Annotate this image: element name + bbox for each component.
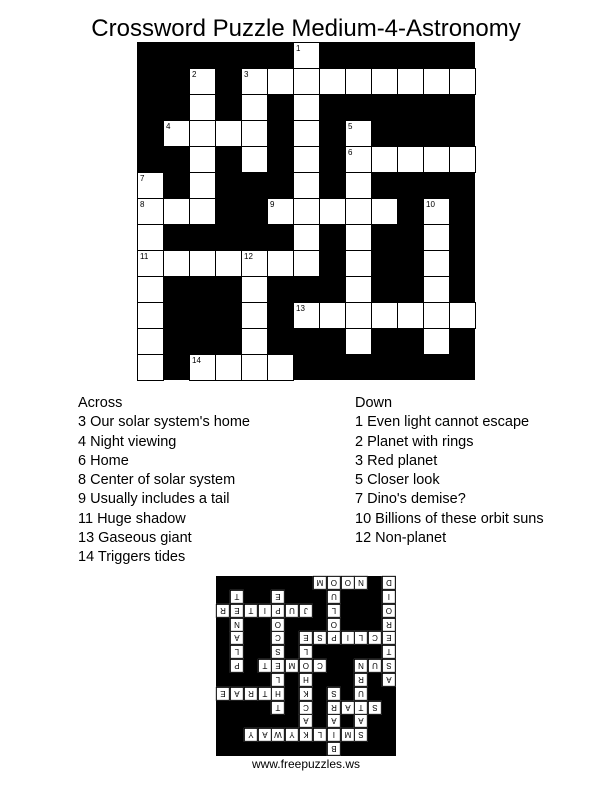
- crossword-cell[interactable]: [241, 276, 268, 303]
- crossword-cell[interactable]: [423, 302, 450, 329]
- answer-cell: Y: [285, 728, 299, 742]
- across-clue: 13 Gaseous giant: [78, 530, 192, 547]
- answer-cell: C: [271, 631, 285, 645]
- answer-cell: T: [244, 604, 258, 618]
- across-clue: 11 Huge shadow: [78, 510, 186, 527]
- clue-number: 3: [244, 70, 249, 79]
- crossword-grid: [137, 42, 475, 380]
- clue-number: 12: [244, 252, 253, 261]
- answer-cell: J: [299, 604, 313, 618]
- answer-cell: L: [271, 673, 285, 687]
- down-clue: 1 Even light cannot escape: [355, 414, 530, 431]
- crossword-cell[interactable]: [345, 146, 372, 173]
- crossword-cell[interactable]: [293, 68, 320, 95]
- clue-number: 5: [348, 122, 353, 131]
- clue-number: 4: [166, 122, 171, 131]
- across-clue: 3 Our solar system's home: [78, 414, 250, 431]
- down-clue: 12 Non-planet: [355, 530, 447, 547]
- crossword-cell[interactable]: [293, 120, 320, 147]
- answer-cell: A: [230, 631, 244, 645]
- crossword-cell[interactable]: [267, 250, 294, 277]
- down-clue: 2 Planet with rings: [355, 433, 474, 450]
- across-clue: 4 Night viewing: [78, 433, 177, 450]
- crossword-cell[interactable]: [241, 94, 268, 121]
- answer-cell: O: [341, 576, 355, 590]
- crossword-cell[interactable]: [345, 224, 372, 251]
- crossword-cell[interactable]: [189, 68, 216, 95]
- answer-cell: H: [271, 687, 285, 701]
- answer-cell: E: [230, 604, 244, 618]
- crossword-cell[interactable]: [345, 68, 372, 95]
- crossword-cell[interactable]: [241, 68, 268, 95]
- answer-cell: U: [368, 659, 382, 673]
- answer-cell: C: [313, 659, 327, 673]
- answer-cell: E: [382, 631, 396, 645]
- crossword-cell[interactable]: [241, 354, 268, 381]
- answer-cell: A: [258, 728, 272, 742]
- answer-cell: S: [271, 645, 285, 659]
- down-clue: 7 Dino's demise?: [355, 491, 466, 508]
- crossword-cell[interactable]: [241, 250, 268, 277]
- crossword-cell[interactable]: [137, 276, 164, 303]
- crossword-cell[interactable]: [345, 172, 372, 199]
- answer-cell: I: [258, 604, 272, 618]
- answer-cell: R: [354, 673, 368, 687]
- crossword-cell[interactable]: [189, 146, 216, 173]
- down-clues: [355, 394, 544, 548]
- page-title: Crossword Puzzle Medium-4-Astronomy: [91, 15, 521, 42]
- answer-cell: E: [216, 687, 230, 701]
- answer-cell: A: [299, 714, 313, 728]
- answer-cell: N: [354, 576, 368, 590]
- crossword-cell[interactable]: [371, 146, 398, 173]
- answer-cell: R: [382, 618, 396, 632]
- answer-cell: R: [244, 687, 258, 701]
- down-clue: 5 Closer look: [355, 472, 440, 489]
- crossword-cell[interactable]: [293, 172, 320, 199]
- crossword-cell[interactable]: [163, 250, 190, 277]
- answer-cell: U: [327, 590, 341, 604]
- crossword-cell[interactable]: [319, 302, 346, 329]
- crossword-cell[interactable]: [449, 302, 476, 329]
- answer-cell: A: [341, 701, 355, 715]
- crossword-cell[interactable]: [241, 120, 268, 147]
- answer-cell: M: [313, 576, 327, 590]
- answer-cell: C: [299, 701, 313, 715]
- answer-cell: I: [327, 728, 341, 742]
- crossword-cell[interactable]: [319, 198, 346, 225]
- answer-cell: T: [258, 659, 272, 673]
- answer-cell: U: [354, 687, 368, 701]
- crossword-cell[interactable]: [293, 198, 320, 225]
- crossword-cell[interactable]: [423, 328, 450, 355]
- crossword-cell[interactable]: [215, 120, 242, 147]
- answer-cell: E: [271, 659, 285, 673]
- answer-cell: K: [299, 687, 313, 701]
- across-clue: 6 Home: [78, 452, 129, 469]
- crossword-cell[interactable]: [137, 328, 164, 355]
- crossword-cell[interactable]: [345, 198, 372, 225]
- answer-cell: D: [382, 576, 396, 590]
- crossword-cell[interactable]: [189, 94, 216, 121]
- answer-cell: H: [299, 673, 313, 687]
- crossword-cell[interactable]: [241, 146, 268, 173]
- answer-cell: L: [327, 604, 341, 618]
- crossword-cell[interactable]: [345, 250, 372, 277]
- answer-cell: L: [354, 631, 368, 645]
- crossword-cell[interactable]: [293, 250, 320, 277]
- crossword-cell[interactable]: [189, 172, 216, 199]
- answer-cell: A: [327, 714, 341, 728]
- crossword-cell[interactable]: [449, 68, 476, 95]
- crossword-cell[interactable]: [215, 250, 242, 277]
- crossword-cell[interactable]: [189, 120, 216, 147]
- clue-number: 9: [270, 200, 275, 209]
- crossword-cell[interactable]: [163, 198, 190, 225]
- crossword-cell[interactable]: [397, 68, 424, 95]
- answer-cell: B: [327, 742, 341, 756]
- clue-number: 2: [192, 70, 197, 79]
- clue-number: 10: [426, 200, 435, 209]
- across-clue: 8 Center of solar system: [78, 472, 236, 489]
- clue-number: 11: [140, 252, 149, 261]
- answer-cell: T: [230, 590, 244, 604]
- down-clue: 3 Red planet: [355, 452, 438, 469]
- answer-cell: P: [230, 659, 244, 673]
- answer-cell: I: [341, 631, 355, 645]
- crossword-cell[interactable]: [371, 198, 398, 225]
- answer-cell: M: [341, 728, 355, 742]
- answer-cell: S: [382, 659, 396, 673]
- answer-cell: T: [354, 701, 368, 715]
- answer-key-grid: [216, 576, 396, 756]
- crossword-cell[interactable]: [293, 94, 320, 121]
- crossword-cell[interactable]: [423, 146, 450, 173]
- answer-cell: E: [299, 631, 313, 645]
- clue-number: 6: [348, 148, 353, 157]
- crossword-cell[interactable]: [345, 276, 372, 303]
- crossword-cell[interactable]: [189, 354, 216, 381]
- crossword-cell[interactable]: [449, 146, 476, 173]
- answer-cell: T: [271, 701, 285, 715]
- crossword-cell[interactable]: [345, 120, 372, 147]
- answer-cell: K: [299, 728, 313, 742]
- clue-number: 14: [192, 356, 201, 365]
- crossword-cell[interactable]: [137, 172, 164, 199]
- answer-cell: O: [327, 576, 341, 590]
- across-clue: 14 Triggers tides: [78, 549, 186, 566]
- crossword-cell[interactable]: [423, 250, 450, 277]
- crossword-cell[interactable]: [189, 198, 216, 225]
- crossword-cell[interactable]: [189, 250, 216, 277]
- crossword-cell[interactable]: [267, 68, 294, 95]
- crossword-cell[interactable]: [215, 354, 242, 381]
- answer-cell: C: [368, 631, 382, 645]
- answer-cell: Y: [244, 728, 258, 742]
- crossword-cell[interactable]: [137, 198, 164, 225]
- answer-cell: L: [313, 728, 327, 742]
- answer-cell: S: [354, 728, 368, 742]
- crossword-cell[interactable]: [371, 68, 398, 95]
- answer-cell: T: [382, 645, 396, 659]
- answer-cell: S: [313, 631, 327, 645]
- crossword-cell[interactable]: [319, 68, 346, 95]
- crossword-cell[interactable]: [293, 224, 320, 251]
- crossword-cell[interactable]: [267, 354, 294, 381]
- answer-cell: L: [299, 645, 313, 659]
- crossword-cell[interactable]: [423, 68, 450, 95]
- answer-cell: E: [271, 590, 285, 604]
- crossword-cell[interactable]: [423, 224, 450, 251]
- footer-url: www.freepuzzles.ws: [251, 757, 361, 771]
- answer-cell: A: [382, 673, 396, 687]
- answer-cell: N: [230, 618, 244, 632]
- clue-number: 8: [140, 200, 145, 209]
- crossword-cell[interactable]: [137, 250, 164, 277]
- answer-cell: O: [327, 618, 341, 632]
- crossword-cell[interactable]: [397, 146, 424, 173]
- answer-cell: N: [354, 659, 368, 673]
- answer-cell: O: [271, 618, 285, 632]
- answer-cell: S: [368, 701, 382, 715]
- answer-cell: S: [327, 687, 341, 701]
- answer-cell: U: [285, 604, 299, 618]
- answer-cell: I: [382, 590, 396, 604]
- crossword-cell[interactable]: [345, 328, 372, 355]
- crossword-cell[interactable]: [241, 328, 268, 355]
- answer-cell: O: [299, 659, 313, 673]
- answer-cell: P: [271, 604, 285, 618]
- across-heading: Across: [78, 395, 123, 411]
- answer-cell: R: [216, 604, 230, 618]
- crossword-cell[interactable]: [137, 224, 164, 251]
- down-clue: 10 Billions of these orbit suns: [355, 510, 544, 527]
- crossword-cell[interactable]: [293, 302, 320, 329]
- crossword-cell[interactable]: [241, 302, 268, 329]
- down-heading: Down: [355, 395, 393, 411]
- crossword-cell[interactable]: [293, 42, 320, 69]
- crossword-cell[interactable]: [371, 302, 398, 329]
- answer-cell: A: [230, 687, 244, 701]
- crossword-cell[interactable]: [423, 198, 450, 225]
- answer-cell: L: [230, 645, 244, 659]
- answer-cell: M: [285, 659, 299, 673]
- clue-number: 7: [140, 174, 145, 183]
- answer-cell: T: [258, 687, 272, 701]
- answer-cell: W: [271, 728, 285, 742]
- crossword-cell[interactable]: [345, 302, 372, 329]
- crossword-cell[interactable]: [423, 276, 450, 303]
- crossword-cell[interactable]: [397, 302, 424, 329]
- crossword-cell[interactable]: [267, 198, 294, 225]
- crossword-cell[interactable]: [163, 120, 190, 147]
- answer-cell: P: [327, 631, 341, 645]
- clue-number: 1: [296, 44, 301, 53]
- across-clue: 9 Usually includes a tail: [78, 491, 230, 508]
- crossword-cell[interactable]: [293, 146, 320, 173]
- answer-cell: A: [354, 714, 368, 728]
- answer-cell: R: [327, 701, 341, 715]
- clue-number: 13: [296, 304, 305, 313]
- answer-cell: O: [382, 604, 396, 618]
- crossword-cell[interactable]: [137, 302, 164, 329]
- across-clues: [78, 394, 250, 568]
- crossword-cell[interactable]: [137, 354, 164, 381]
